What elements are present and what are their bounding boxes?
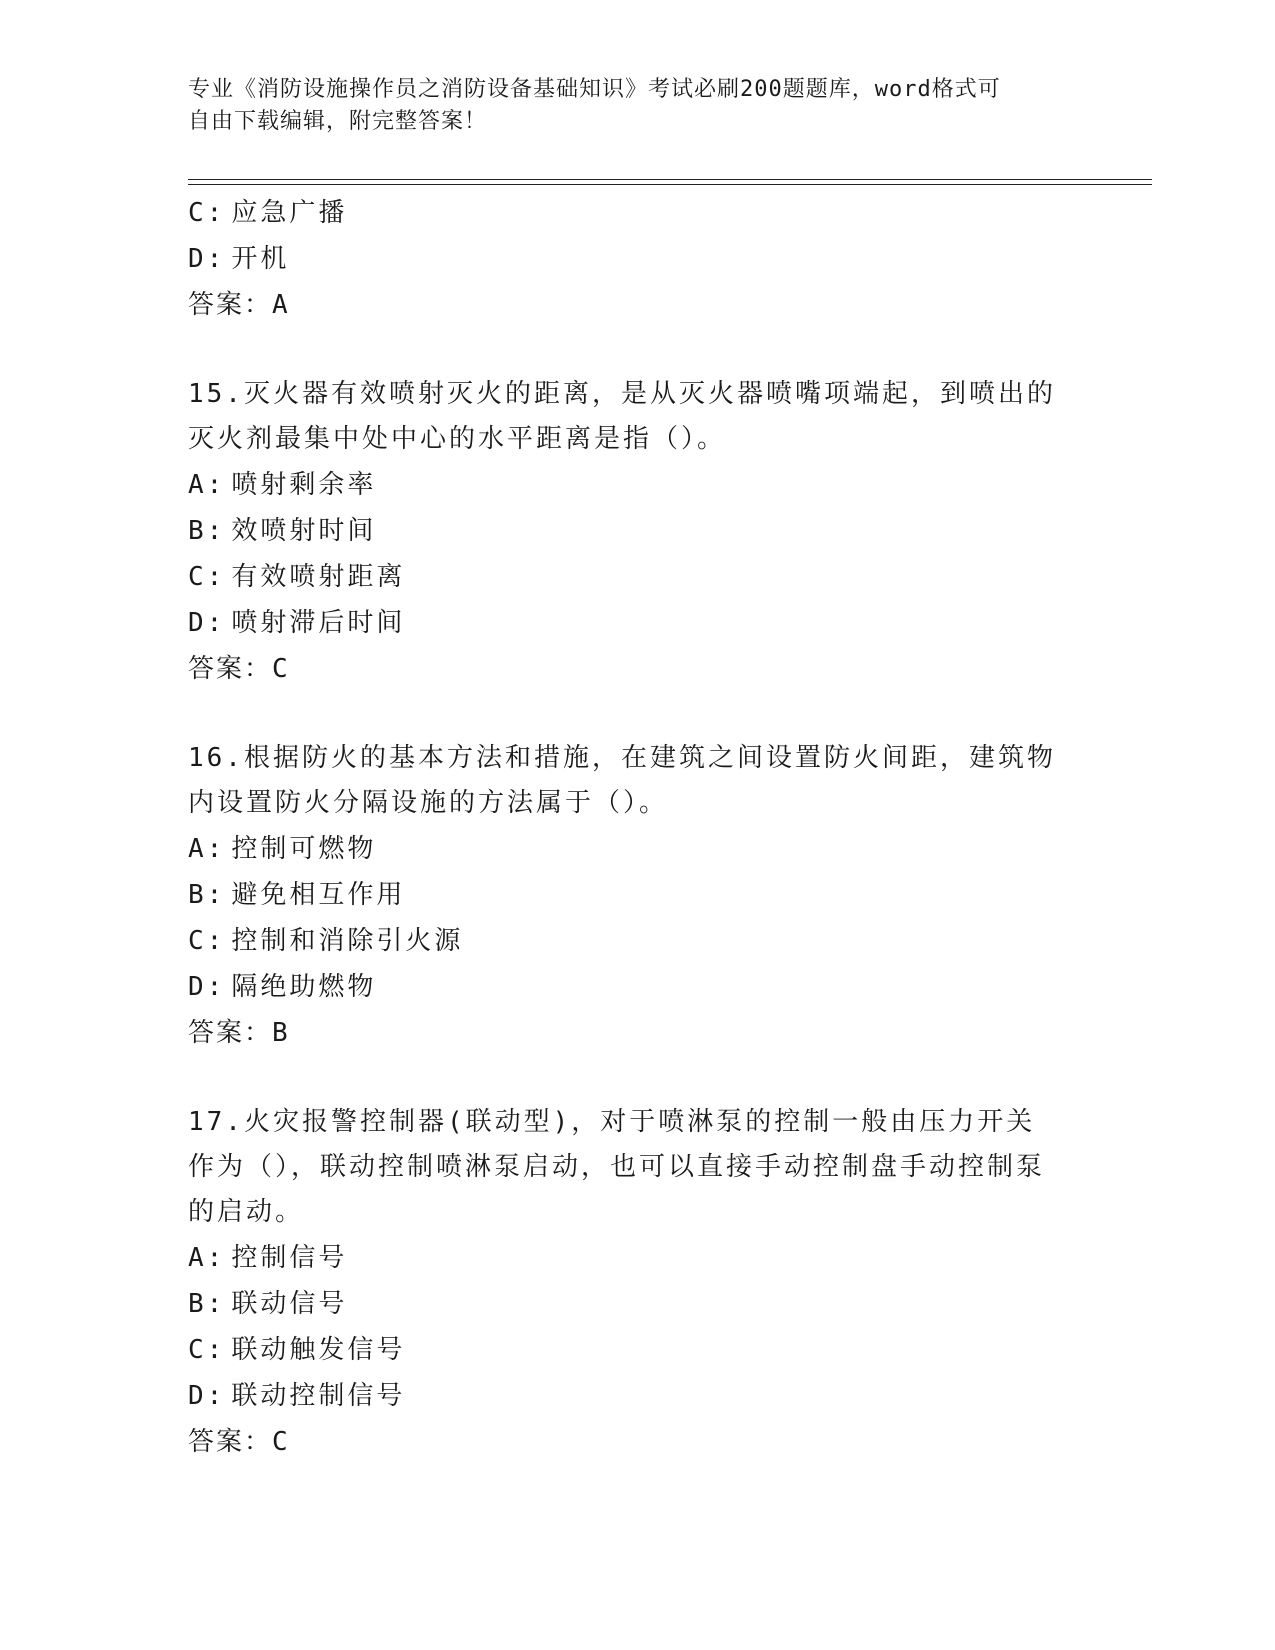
answer-line: 答案：C <box>188 654 290 684</box>
option-c: C: 联动触发信号 <box>188 1335 406 1365</box>
option-c: C: 应急广播 <box>188 198 348 228</box>
answer-line: 答案：B <box>188 1018 290 1048</box>
document-header <box>188 74 1068 138</box>
option-a: A: 控制可燃物 <box>188 834 377 864</box>
question-15 <box>188 372 1088 692</box>
option-d: D: 喷射滞后时间 <box>188 608 406 638</box>
header-divider-top <box>188 179 1152 180</box>
option-b: B: 效喷射时间 <box>188 516 377 546</box>
option-c: C: 有效喷射距离 <box>188 562 406 592</box>
answer-line: 答案：A <box>188 290 290 320</box>
option-d: D: 开机 <box>188 244 290 274</box>
header-line-2: 自由下载编辑，附完整答案！ <box>188 109 488 134</box>
answer-line: 答案：C <box>188 1427 290 1457</box>
option-a: A: 喷射剩余率 <box>188 470 377 500</box>
option-d: D: 隔绝助燃物 <box>188 972 377 1002</box>
option-c: C: 控制和消除引火源 <box>188 926 464 956</box>
question-17 <box>188 1100 1088 1465</box>
option-a: A: 控制信号 <box>188 1243 348 1273</box>
question-text: 17.火灾报警控制器(联动型)，对于喷淋泵的控制一般由压力开关作为（），联动控制喷淋泵启动，也可以直接手动控制盘手动控制泵的启动。 <box>188 1107 1046 1227</box>
header-line-1: 专业《消防设施操作员之消防设备基础知识》考试必刷200题题库，word格式可 <box>188 77 1001 102</box>
question-text: 15.灭火器有效喷射灭火的距离，是从灭火器喷嘴项端起，到喷出的灭火剂最集中处中心的水平距离是指（）。 <box>188 379 1056 454</box>
option-d: D: 联动控制信号 <box>188 1381 406 1411</box>
question-text: 16.根据防火的基本方法和措施，在建筑之间设置防火间距，建筑物内设置防火分隔设施的方法属于（）。 <box>188 743 1056 818</box>
header-divider-bottom <box>188 184 1152 185</box>
carryover-block <box>188 190 1088 328</box>
question-16 <box>188 736 1088 1056</box>
option-b: B: 联动信号 <box>188 1289 348 1319</box>
option-b: B: 避免相互作用 <box>188 880 406 910</box>
question-list <box>188 190 1088 1465</box>
